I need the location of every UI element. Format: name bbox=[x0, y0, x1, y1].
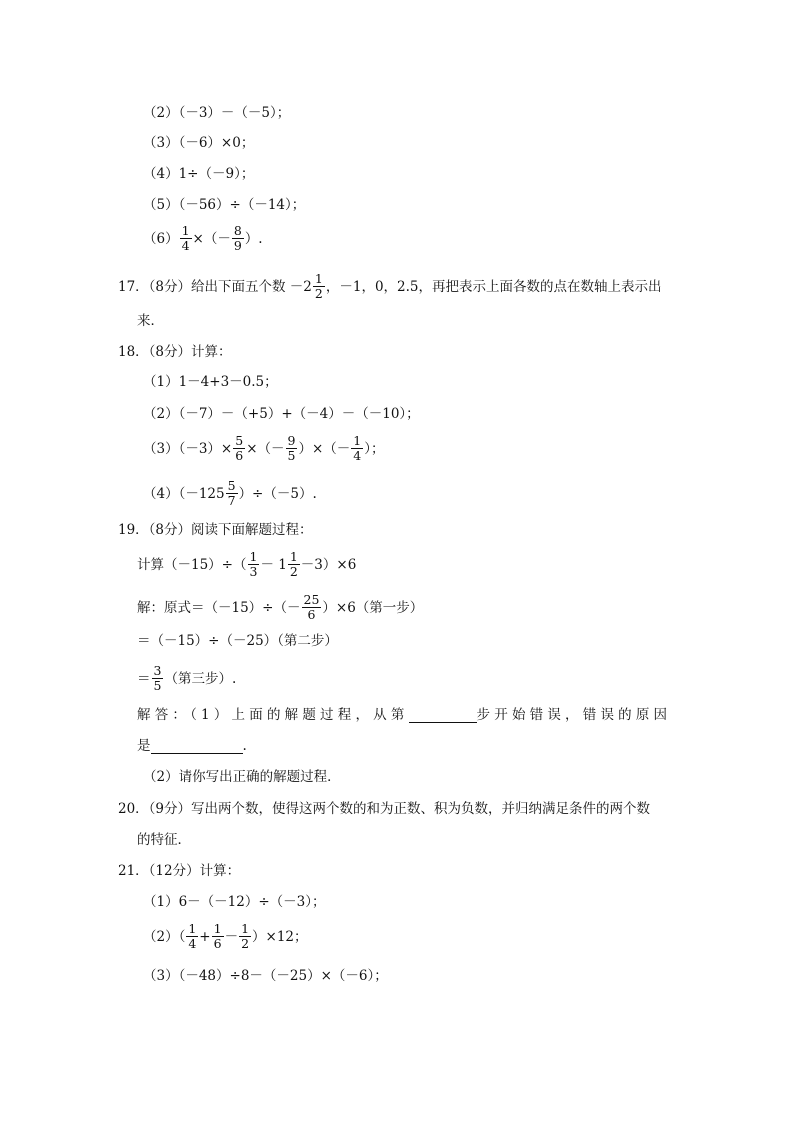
q19-calculation: 计算（－15）÷（ $\frac{1}{3}$ － 1 $\frac{1}{2}$ －3）×6 bbox=[137, 549, 357, 579]
q16-item-6: （6） $\frac{1}{4}$ ×（－ $\frac{8}{9}$ ）. bbox=[143, 223, 263, 253]
q16-item-4: （4）1÷（－9）； bbox=[143, 166, 255, 182]
fraction: $\frac{5}{6}$ bbox=[235, 433, 244, 463]
q18-item-2: （2）（－7）－（+5）+（－4）－（－10）； bbox=[143, 406, 420, 422]
q19-step-3: ＝ $\frac{3}{5}$ （第三步）. bbox=[137, 663, 237, 693]
q19-answer-1: 解答：（1）上面的解题过程，从第 步开始错误，错误的原因 bbox=[137, 707, 672, 723]
question-17-continued: 来． bbox=[137, 313, 164, 329]
question-20: 20．（9分）写出两个数，使得这两个数的和为正数、积为负数，并归纳满足条件的两个数 bbox=[118, 801, 651, 817]
q18-item-3: （3）（－3）× $\frac{5}{6}$ ×（－ $\frac{9}{5}$ ）×（－ $\frac{1}{4}$ ）； bbox=[143, 433, 385, 463]
q19-answer-1-continued: 是 . bbox=[137, 738, 247, 754]
q19-step-2: ＝（－15）÷（－25）（第二步） bbox=[137, 633, 338, 649]
fraction: $\frac{1}{4}$ bbox=[353, 433, 362, 463]
fraction: $\frac{9}{5}$ bbox=[287, 433, 296, 463]
fraction: $\frac{1}{4}$ bbox=[188, 921, 197, 951]
fraction: $\frac{25}{6}$ bbox=[303, 592, 320, 622]
q16-item-5: （5）（－56）÷（－14）； bbox=[143, 197, 306, 213]
question-19: 19．（8分）阅读下面解题过程： bbox=[118, 522, 313, 538]
q18-item-1: （1）1－4+3－0.5； bbox=[143, 374, 278, 390]
question-18: 18．（8分）计算： bbox=[118, 344, 232, 360]
answer-blank[interactable] bbox=[151, 739, 243, 754]
q16-item-2: （2）（－3）－（－5）； bbox=[143, 105, 291, 121]
answer-blank[interactable] bbox=[409, 708, 477, 723]
q21-item-3: （3）（－48）÷8－（－25）×（－6）； bbox=[143, 968, 388, 984]
q18-item-4: （4）（－125 $\frac{5}{7}$ ）÷（－5）. bbox=[143, 478, 317, 508]
fraction: $\frac{1}{6}$ bbox=[213, 921, 222, 951]
q19-step-1: 解：原式＝（－15）÷（－ $\frac{25}{6}$ ）×6（第一步） bbox=[137, 592, 424, 622]
q16-item-3: （3）（－6）×0； bbox=[143, 135, 255, 151]
fraction: $\frac{8}{9}$ bbox=[233, 223, 242, 253]
q21-item-1: （1）6－（－12）÷（－3）； bbox=[143, 894, 326, 910]
fraction: $\frac{3}{5}$ bbox=[153, 663, 162, 693]
question-17: 17．（8分）给出下面五个数 －2 $\frac{1}{2}$ ，－1，0，2.5，再把表示上面各数的点在数轴上表示出 bbox=[118, 271, 662, 301]
fraction: $\frac{1}{2}$ bbox=[314, 271, 323, 301]
fraction: $\frac{5}{7}$ bbox=[227, 478, 236, 508]
fraction: $\frac{1}{2}$ bbox=[241, 921, 250, 951]
question-21: 21．（12分）计算： bbox=[118, 863, 241, 879]
q21-item-2: （2）（ $\frac{1}{4}$ + $\frac{1}{6}$ － $\frac{1}{2}$ ）×12； bbox=[143, 921, 308, 951]
fraction: $\frac{1}{4}$ bbox=[181, 223, 190, 253]
fraction: $\frac{1}{3}$ bbox=[249, 549, 258, 579]
q19-answer-2: （2）请你写出正确的解题过程． bbox=[143, 769, 341, 785]
fraction: $\frac{1}{2}$ bbox=[289, 549, 298, 579]
question-20-continued: 的特征． bbox=[137, 832, 191, 848]
